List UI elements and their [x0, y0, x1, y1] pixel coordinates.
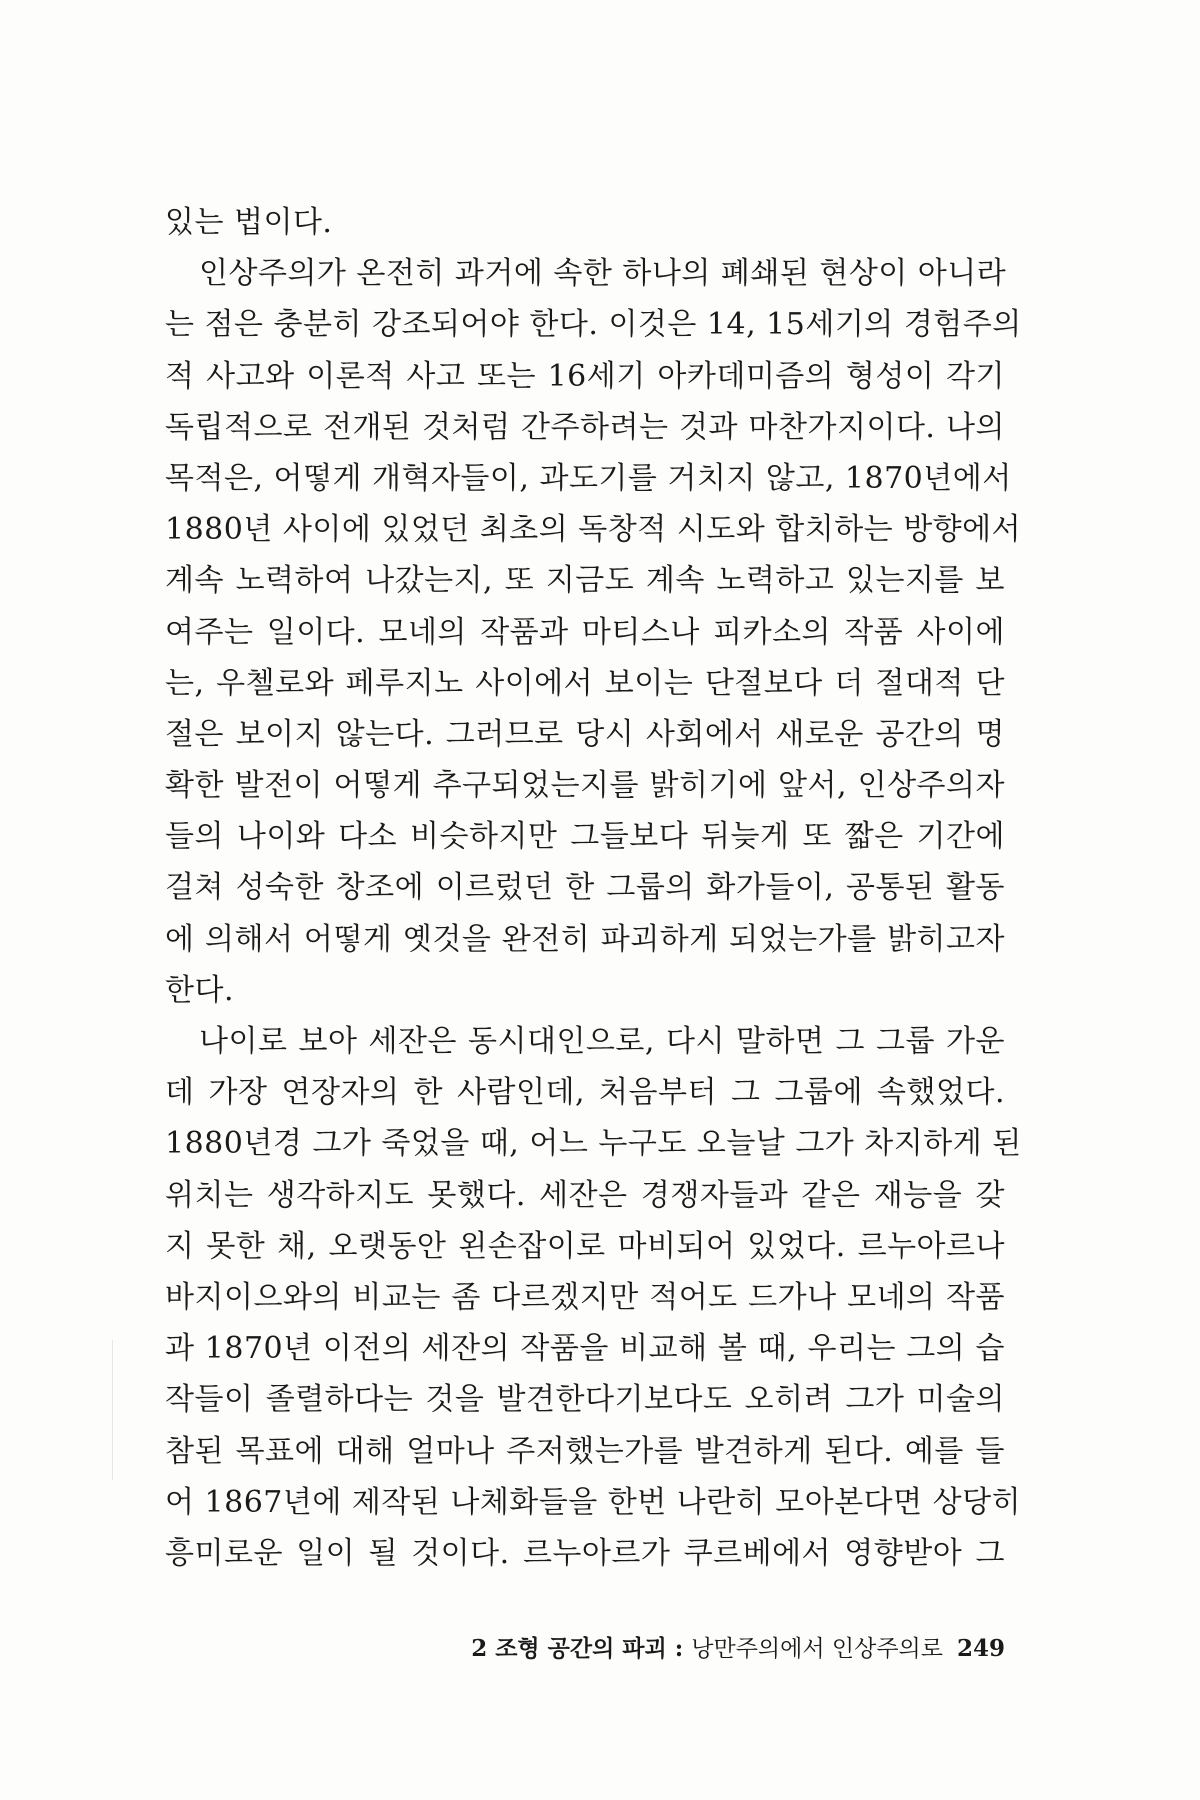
- text-line: 있는 법이다.: [165, 205, 333, 240]
- text-line: 들의 나이와 다소 비슷하지만 그들보다 뒤늦게 또 짧은 기간에: [165, 819, 1005, 855]
- text-line: 는 점은 충분히 강조되어야 한다. 이것은 14, 15세기의 경험주의: [165, 307, 1022, 343]
- text-line: 과 1870년 이전의 세잔의 작품을 비교해 볼 때, 우리는 그의 습: [165, 1331, 1005, 1367]
- footer-separator: :: [666, 1635, 692, 1662]
- text-line: 에 의해서 어떻게 옛것을 완전히 파괴하게 되었는가를 밝히고자: [165, 921, 1005, 957]
- footer-chapter-title: 2 조형 공간의 파괴: [471, 1635, 667, 1662]
- text-line: 확한 발전이 어떻게 추구되었는지를 밝히기에 앞서, 인상주의자: [165, 768, 1005, 804]
- text-line: 위치는 생각하지도 못했다. 세잔은 경쟁자들과 같은 재능을 갖: [165, 1177, 1005, 1213]
- text-line: 독립적으로 전개된 것처럼 간주하려는 것과 마찬가지이다. 나의: [165, 409, 1005, 445]
- text-line: 는, 우첼로와 페루지노 사이에서 보이는 단절보다 더 절대적 단: [165, 665, 1005, 701]
- text-line: 흥미로운 일이 될 것이다. 르누아르가 쿠르베에서 영향받아 그: [165, 1535, 1005, 1571]
- text-line: 적 사고와 이론적 사고 또는 16세기 아카데미즘의 형성이 각기: [165, 358, 1005, 394]
- text-line: 바지이으와의 비교는 좀 다르겠지만 적어도 드가나 모네의 작품: [165, 1279, 1005, 1315]
- running-footer: [0, 1630, 1005, 1663]
- text-line: 1880년경 그가 죽었을 때, 어느 누구도 오늘날 그가 차지하게 된: [165, 1126, 1022, 1162]
- text-line: 목적은, 어떻게 개혁자들이, 과도기를 거치지 않고, 1870년에서: [165, 460, 1012, 496]
- margin-rule: [112, 1340, 113, 1480]
- text-line: 데 가장 연장자의 한 사람인데, 처음부터 그 그룹에 속했었다.: [165, 1075, 1005, 1111]
- footer-subtitle: 낭만주의에서 인상주의로: [691, 1636, 943, 1662]
- page-number: 249: [956, 1635, 1005, 1662]
- text-line: 지 못한 채, 오랫동안 왼손잡이로 마비되어 있었다. 르누아르나: [165, 1228, 1005, 1264]
- body-text: [165, 197, 1022, 1579]
- text-line: 1880년 사이에 있었던 최초의 독창적 시도와 합치하는 방향에서: [165, 512, 1022, 548]
- text-line: 나이로 보아 세잔은 동시대인으로, 다시 말하면 그 그룹 가운: [199, 1024, 1005, 1059]
- text-line: 작들이 졸렬하다는 것을 발견한다기보다도 오히려 그가 미술의: [165, 1382, 1005, 1418]
- text-line: 여주는 일이다. 모네의 작품과 마티스나 피카소의 작품 사이에: [165, 614, 1005, 650]
- text-line: 어 1867년에 제작된 나체화들을 한번 나란히 모아본다면 상당히: [165, 1484, 1022, 1520]
- text-line: 계속 노력하여 나갔는지, 또 지금도 계속 노력하고 있는지를 보: [165, 563, 1005, 599]
- text-line: 절은 보이지 않는다. 그러므로 당시 사회에서 새로운 공간의 명: [165, 716, 1005, 752]
- text-line: 참된 목표에 대해 얼마나 주저했는가를 발견하게 된다. 예를 들: [165, 1433, 1005, 1469]
- text-line: 한다.: [165, 972, 234, 1008]
- text-line: 인상주의가 온전히 과거에 속한 하나의 폐쇄된 현상이 아니라: [199, 256, 1007, 292]
- text-line: 걸쳐 성숙한 창조에 이르렀던 한 그룹의 화가들이, 공통된 활동: [165, 870, 1005, 906]
